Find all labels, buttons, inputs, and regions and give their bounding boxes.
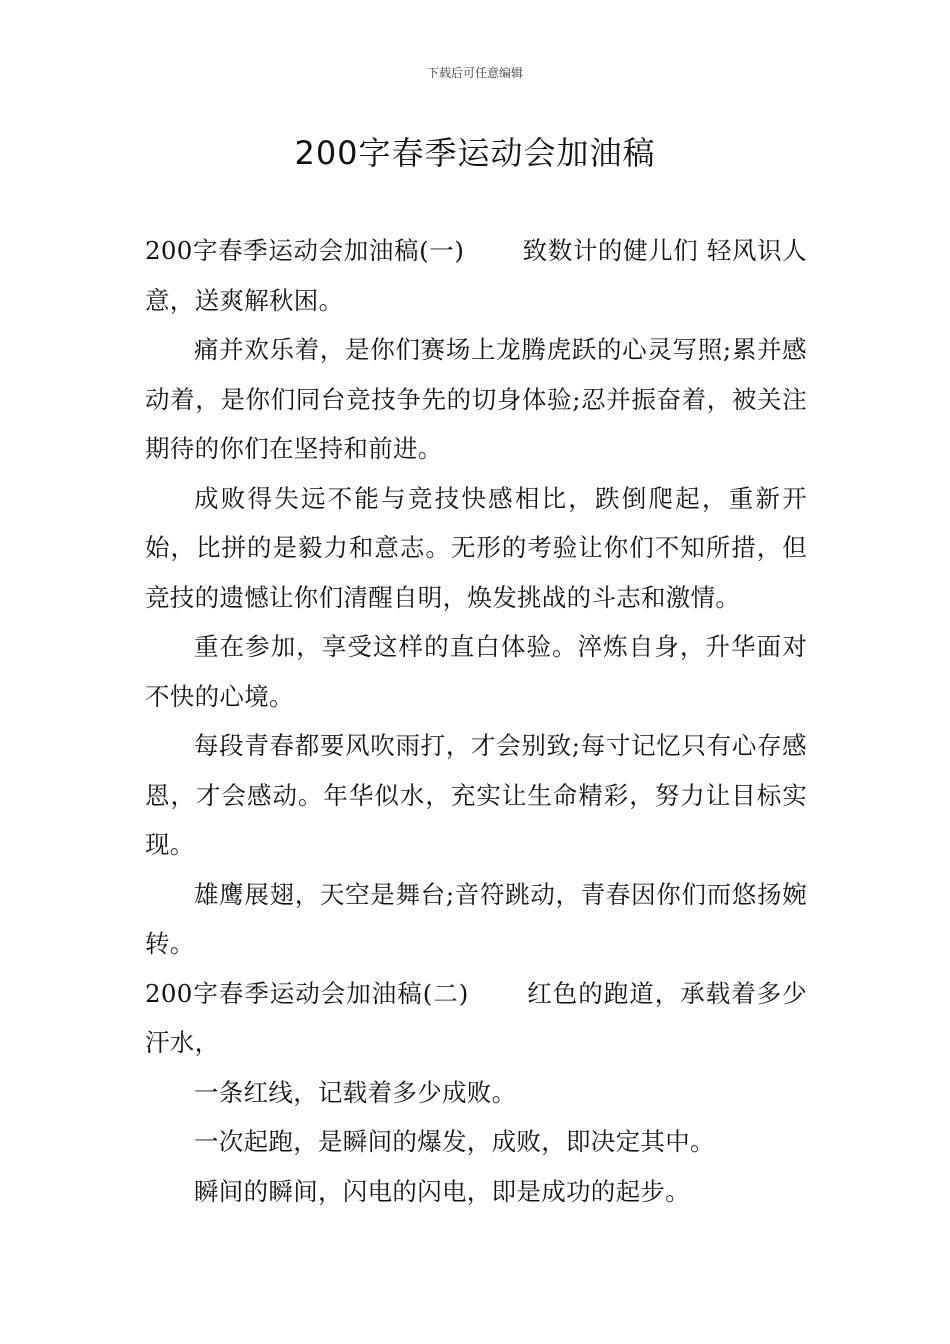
header-note: 下载后可任意编辑 (426, 66, 523, 80)
paragraph-9: 一次起跑，是瞬间的爆发，成败，即决定其中。 (194, 1127, 715, 1156)
paragraph-1 (145, 226, 807, 325)
paragraph-2: 痛并欢乐着，是你们赛场上龙腾虎跃的心灵写照;累并感动着，是你们同台竞技争先的切身体验;忍并振奋着，被关注期待的你们在坚持和前进。 (145, 335, 807, 463)
paragraph-text: 红色的跑道，承载着多少汗水， (145, 978, 807, 1057)
paragraph-8: 一条红线，记载着多少成败。 (194, 1077, 517, 1107)
section-heading-2: 200字春季运动会加油稿(二) (145, 978, 469, 1008)
document-body (145, 226, 807, 1216)
section-heading-1: 200字春季运动会加油稿(一) (145, 236, 465, 265)
paragraph-text: 致数计的健儿们 轻风识人意，送爽解秋困。 (145, 236, 807, 315)
paragraph-4: 重在参加，享受这样的直白体验。淬炼自身，升华面对不快的心境。 (145, 632, 807, 711)
paragraph-7 (145, 969, 807, 1068)
paragraph-10: 瞬间的瞬间，闪电的闪电，即是成功的起步。 (194, 1176, 690, 1206)
paragraph-3: 成败得失远不能与竞技快感相比，跌倒爬起，重新开始，比拼的是毅力和意志。无形的考验让你们不知所措，但竞技的遗憾让你们清醒自明，焕发挑战的斗志和激情。 (145, 483, 807, 612)
paragraph-6: 雄鹰展翅，天空是舞台;音符跳动，青春因你们而悠扬婉转。 (145, 879, 807, 958)
paragraph-5: 每段青春都要风吹雨打，才会别致;每寸记忆只有心存感恩，才会感动。年华似水，充实让生命精彩，努力让目标实现。 (145, 731, 807, 859)
document-title: 200字春季运动会加油稿 (294, 134, 656, 172)
